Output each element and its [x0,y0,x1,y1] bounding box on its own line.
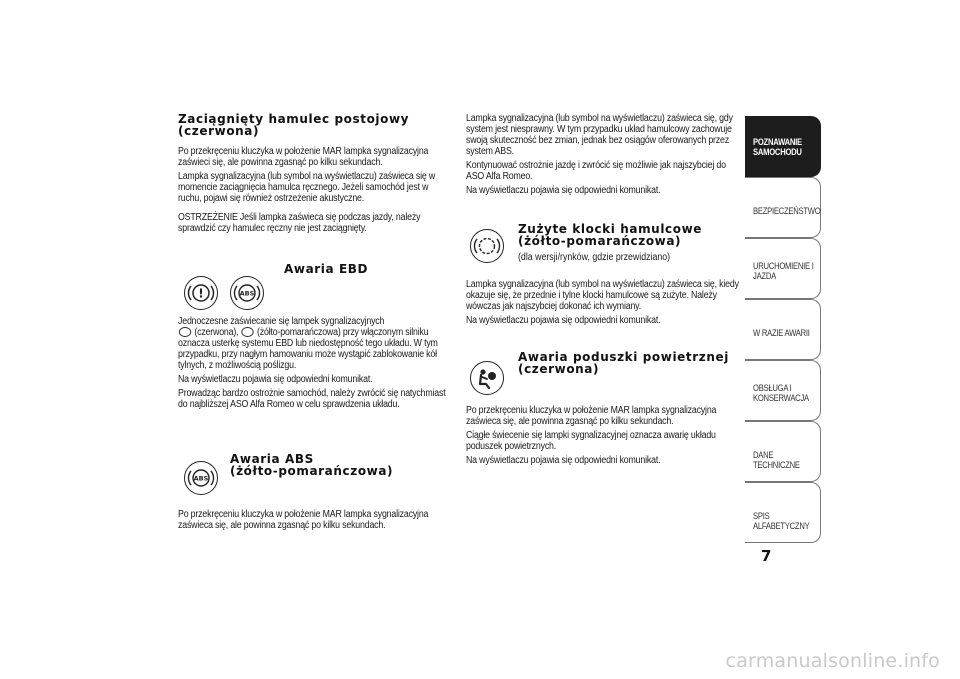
paragraph: Na wyświetlaczu pojawia się odpowiedni komunikat. [466,455,661,466]
heading-line-1: Zaciągnięty hamulec postojowy [178,112,410,126]
tab-label: BEZPIECZEŃSTWO [753,206,821,216]
section-airbag-failure [466,350,742,466]
paragraph [178,316,446,371]
heading-airbag [518,351,742,375]
tab-w-razie-awarii[interactable] [745,299,821,360]
tab-spis-alfabetyczny[interactable] [745,482,821,543]
warning-paragraph: OSTRZEŻENIE Jeśli lampka zaświeca się podczas jazdy, należy sprawdzić czy hamulec ręczny nie jest zaciągnięty. [178,212,421,234]
brake-icon-symbol: ! [198,286,204,301]
tab-poznawanie-samochodu[interactable] [745,116,821,177]
tab-label: URUCHOMIENIE I [753,261,814,271]
heading-line-2: (czerwona) [518,362,600,376]
section-worn-brake-pads [466,222,742,326]
abs-continued [466,113,742,200]
heading-abs [230,453,448,477]
tab-bezpieczenstwo[interactable] [745,177,821,238]
subtitle: (dla wersji/rynków, gdzie przewidziano) [518,252,671,263]
tab-dane-techniczne[interactable] [745,421,821,482]
tab-label: SAMOCHODU [753,147,802,157]
paragraph: Na wyświetlaczu pojawia się odpowiedni komunikat. [178,374,373,385]
paragraph: Lampka sygnalizacyjna (lub symbol na wyświetlaczu) zaświeca się, gdy system jest niesprawny. W tym przypadku układ hamulcowy zachowuje swoją skuteczność bez zmian, jednak bez osiągów oferowanych przez system ABS. [466,113,733,157]
brake-inline-icon [179,327,191,337]
section-parking-brake [178,113,448,238]
heading-ebd: Awaria EBD [284,262,369,276]
abs-icon-label: ABS [193,474,209,483]
tab-uruchomienie-jazda[interactable] [745,238,821,299]
abs-icon-label: ABS [239,289,255,298]
heading-line-2: (czerwona) [178,124,260,138]
brake-pads-icon [470,229,504,263]
paragraph: Prowadząc bardzo ostrożnie samochód, należy zwrócić się natychmiast do najbliższej ASO Alfa Romeo w celu sprawdzenia układu. [178,388,446,410]
paragraph: Lampka sygnalizacyjna (lub symbol na wyświetlaczu) zaświeca się w momencie zaciągnięcia hamulca ręcznego. Jeżeli samochód jest w ruchu, pojawi się również ostrzeżenie akustyczne. [178,171,436,204]
section-abs-failure [178,452,448,531]
tab-label: DANE TECHNICZNE [753,450,800,470]
airbag-icon [470,361,504,395]
paragraph: Kontynuować ostrożnie jazdę i zwrócić się możliwie jak najszybciej do ASO Alfa Romeo. [466,160,726,182]
text-segment: Jednoczesne zaświecanie się lampek sygnalizacyjnych [178,316,385,327]
paragraph: Na wyświetlaczu pojawia się odpowiedni komunikat. [466,185,661,196]
heading-parking-brake [178,113,448,137]
text-segment: (czerwona), [194,327,239,338]
paragraph: Lampka sygnalizacyjna (lub symbol na wyświetlaczu) zaświeca się, kiedy okazuje się, że przednie i tylne klocki hamulcowe są zużyte. Należy wówczas jak najszybciej dokonać ich wymiany. [466,279,739,312]
tab-obsluga-konserwacja[interactable] [745,360,821,421]
heading-line-1: Zużyte klocki hamulcowe [518,222,703,236]
abs-icon [184,461,218,495]
heading-brake-pads [518,223,742,247]
text-segment: (żółto-pomarańczowa) przy włączonym silniku oznacza usterkę systemu EBD lub niedostępność tego układu. W tym przypadku, przy nagłym hamowaniu może wystąpić zablokowanie kół tylnych, z możliwością poślizgu. [178,327,438,371]
paragraph: Na wyświetlaczu pojawia się odpowiedni komunikat. [466,315,661,326]
heading-line-1: Awaria ABS [230,452,314,466]
heading-line-1: Awaria poduszki powietrznej [518,350,729,364]
tab-label: KONSERWACJA [753,393,809,403]
chapter-tabs [745,116,821,543]
tab-label: JAZDA [753,271,776,281]
paragraph: Po przekręceniu kluczyka w położenie MAR lampka sygnalizacyjna zaświeca się, ale powinna zgasnąć po kilku sekundach. [178,509,429,531]
ebd-text [178,316,448,414]
abs-inline-icon [242,327,254,337]
paragraph: Ciągłe świecenie się lampki sygnalizacyjnej oznacza awarię układu poduszek powietrznych. [466,430,716,452]
heading-line-2: (żółto-pomarańczowa) [518,234,682,248]
heading-line-2: (żółto-pomarańczowa) [230,464,394,478]
page-number: 7 [761,547,772,565]
paragraph: Po przekręceniu kluczyka w położenie MAR lampka sygnalizacyjna zaświeca się, ale powinna zgasnąć po kilku sekundach. [466,405,717,427]
watermark: carmanualsonline.info [725,650,940,672]
brake-warning-icon [184,276,218,310]
paragraph: Po przekręceniu kluczyka w położenie MAR lampka sygnalizacyjna zaświeci się, ale powinna zgasnąć po kilku sekundach. [178,146,429,168]
tab-label: OBSŁUGA I [753,383,792,393]
tab-label: SPIS ALFABETYCZNY [753,511,810,531]
section-ebd-failure [178,262,448,410]
tab-label: POZNAWANIE [753,137,802,147]
abs-icon [230,276,264,310]
tab-label: W RAZIE AWARII [753,328,810,338]
